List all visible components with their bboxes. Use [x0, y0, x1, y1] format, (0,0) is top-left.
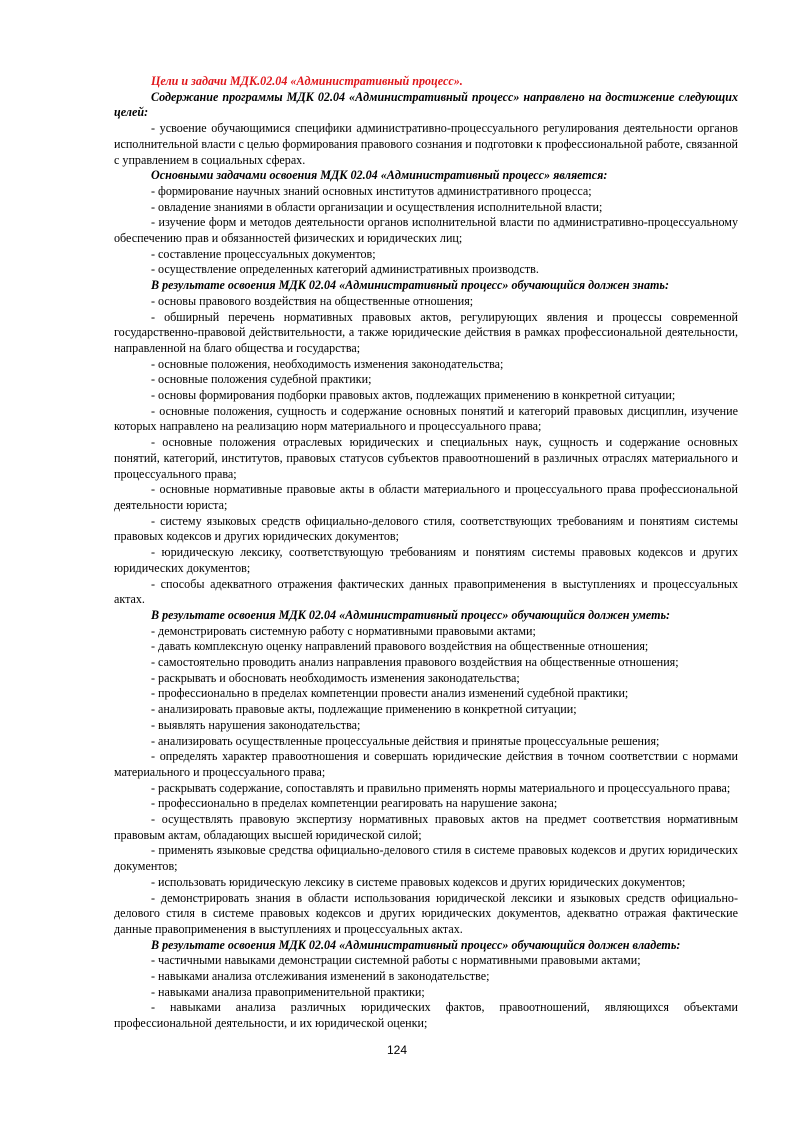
body-paragraph: - основы формирования подборки правовых актов, подлежащих применению в конкретной ситуации; [151, 388, 676, 403]
body-paragraph: - составление процессуальных документов; [151, 246, 376, 261]
body-paragraph: - применять языковые средства официально-делового стиля в системе правовых кодексов и других юридических документов; [114, 843, 738, 874]
body-paragraph: - основные нормативные правовые акты в области материального и процессуального права профессиональной деятельности юриста; [114, 482, 738, 512]
body-paragraph: - профессионально в пределах компетенции провести анализ изменений судебной практики; [151, 686, 629, 701]
body-paragraph: - усвоение обучающимися специфики административно-процессуального регулирования деятельности органов исполнительной власти с целью формирования правового сознания и подготовки к профессиональной работе, связанной с управлением в социальных сферах. [114, 121, 738, 167]
body-paragraph: - демонстрировать системную работу с нормативными правовыми актами; [151, 623, 536, 638]
section-heading: Цели и задачи МДК.02.04 «Административный процесс». [151, 74, 463, 88]
body-paragraph: - систему языковых средств официально-делового стиля, соответствующих требованиям и понятиям системы правовых кодексов и других юридических документов; [114, 513, 738, 544]
body-paragraph: - юридическую лексику, соответствующую требованиям и понятиям системы правовых кодексов и других юридических документов; [114, 545, 738, 575]
body-paragraph: - основные положения, необходимость изменения законодательства; [151, 356, 504, 371]
body-paragraph: - использовать юридическую лексику в системе правовых кодексов и других юридических документов; [151, 874, 686, 889]
body-paragraph: - раскрывать содержание, сопоставлять и правильно применять нормы материального и процессуального права; [151, 780, 731, 795]
body-paragraph: - давать комплексную оценку направлений правового воздействия на общественные отношения; [151, 639, 649, 654]
body-paragraph: - раскрывать и обосновать необходимость изменения законодательства; [151, 670, 520, 685]
body-paragraph: - профессионально в пределах компетенции реагировать на нарушение закона; [151, 796, 558, 811]
section-heading: Основными задачами освоения МДК 02.04 «Административный процесс» является: [151, 168, 608, 183]
body-paragraph: - основные положения судебной практики; [151, 372, 372, 387]
body-paragraph: - анализировать правовые акты, подлежащие применению в конкретной ситуации; [151, 702, 577, 717]
body-paragraph: - осуществление определенных категорий административных производств. [151, 262, 539, 277]
body-paragraph: - выявлять нарушения законодательства; [151, 717, 361, 732]
body-paragraph: - самостоятельно проводить анализ направления правового воздействия на общественные отношения; [151, 655, 679, 670]
body-paragraph: - навыками анализа отслеживания изменений в законодательстве; [151, 969, 490, 984]
body-paragraph: - основные положения отраслевых юридических и специальных наук, сущность и содержание основных понятий, категорий, институтов, правовых статусов субъектов правоотношений в различных отраслях материального и процессуального права; [114, 435, 738, 481]
body-paragraph: - основные положения, сущность и содержание основных понятий и категорий правовых дисциплин, изучение которых направлено на реализацию норм материального и процессуального права; [114, 403, 738, 434]
section-heading: В результате освоения МДК 02.04 «Административный процесс» обучающийся должен уметь: [151, 607, 671, 622]
body-paragraph: - определять характер правоотношения и совершать юридические действия в точном соответствии с нормами материального и процессуального права; [114, 749, 738, 779]
body-paragraph: - анализировать осуществленные процессуальные действия и принятые процессуальные решения; [151, 733, 660, 748]
body-paragraph: - осуществлять правовую экспертизу нормативных правовых актов на предмет соответствия нормативным правовым актам, обладающих высшей юридической силой; [114, 812, 738, 842]
body-paragraph: - навыками анализа правоприменительной практики; [151, 984, 425, 999]
body-paragraph: - демонстрировать знания в области использования юридической лексики и языковых средств официально-делового стиля в системе правовых кодексов и других юридических документов, адекватно отражая фактические данные правоприменения в выступлениях и процессуальных актах. [114, 890, 738, 936]
body-paragraph: - обширный перечень нормативных правовых актов, регулирующих явления и процессы современной государственно-правовой действительности, а также юридические действия в рамках профессиональной деятельности, направленной на благо общества и государства; [114, 309, 738, 355]
section-heading: В результате освоения МДК 02.04 «Административный процесс» обучающийся должен знать: [151, 278, 669, 293]
body-paragraph: - частичными навыками демонстрации системной работы с нормативными правовыми актами; [151, 953, 641, 968]
body-paragraph: - формирование научных знаний основных институтов административного процесса; [151, 183, 592, 198]
document-body [114, 74, 738, 1032]
page-number: 124 [386, 1043, 408, 1057]
section-heading: В результате освоения МДК 02.04 «Административный процесс» обучающийся должен владеть: [151, 937, 681, 952]
body-paragraph: - овладение знаниями в области организации и осуществления исполнительной власти; [151, 199, 603, 214]
section-heading: Содержание программы МДК 02.04 «Административный процесс» направлено на достижение следующих целей: [114, 89, 738, 120]
body-paragraph: - способы адекватного отражения фактических данных правоприменения в выступлениях и процессуальных актах. [114, 576, 738, 607]
body-paragraph: - основы правового воздействия на общественные отношения; [151, 293, 474, 308]
body-paragraph: - изучение форм и методов деятельности органов исполнительной власти по административно-процессуальному обеспечению прав и обязанностей физических и юридических лиц; [114, 215, 738, 246]
body-paragraph: - навыками анализа различных юридических фактов, правоотношений, являющихся объектами профессиональной деятельности, и их юридической оценки; [114, 1000, 738, 1031]
